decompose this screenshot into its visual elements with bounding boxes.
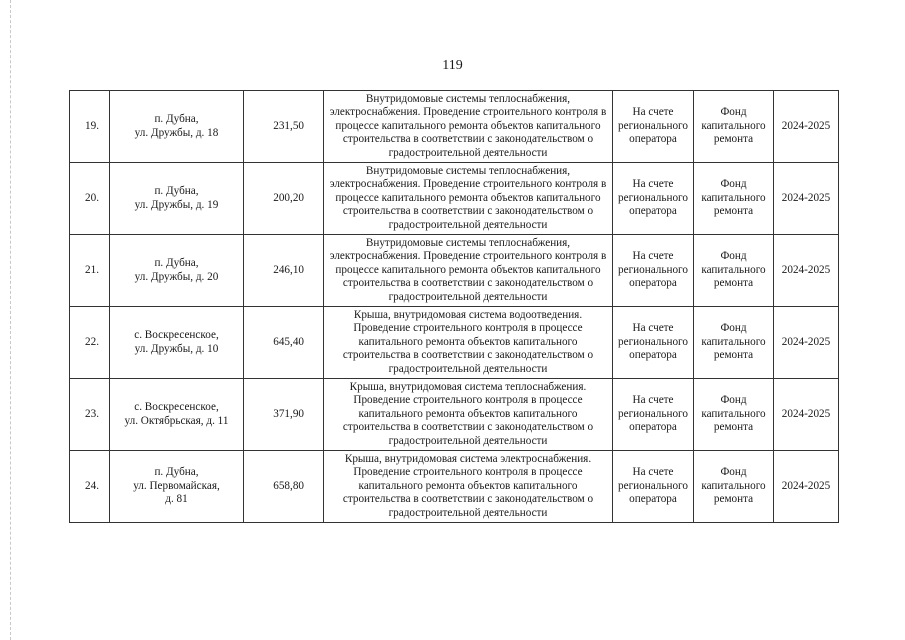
- period-cell-text: 2024-2025: [781, 119, 831, 132]
- works-description-cell-text: Внутридомовые системы теплоснабжения, электроснабжения. Проведение строительного контроля в процессе капитального ремонта объектов капитального строительства в соответствии с законодательством о градостроительной деятельности: [329, 236, 607, 303]
- address-cell-text: с. Воскресенское, ул. Октябрьская, д. 11: [124, 401, 229, 427]
- period-cell-text: 2024-2025: [781, 335, 831, 348]
- area-cell-text: 200,20: [273, 191, 304, 204]
- funding-source-cell-text: Фонд капитального ремонта: [701, 322, 766, 362]
- row-number-cell: [70, 307, 110, 379]
- fund-location-cell: [613, 91, 694, 163]
- fund-location-cell: [613, 379, 694, 451]
- works-description-cell-text: Внутридомовые системы теплоснабжения, электроснабжения. Проведение строительного контроля в процессе капитального ремонта объектов капитального строительства в соответствии с законодательством о градостроительной деятельности: [329, 92, 607, 159]
- row-number-cell: [70, 91, 110, 163]
- funding-source-cell: [694, 235, 774, 307]
- row-number-cell-text: 20.: [85, 191, 99, 204]
- period-cell: [774, 235, 839, 307]
- row-number-cell-text: 23.: [85, 407, 99, 420]
- works-description-cell: [324, 163, 613, 235]
- funding-source-cell-text: Фонд капитального ремонта: [701, 178, 766, 218]
- address-cell-text: п. Дубна, ул. Дружбы, д. 18: [134, 113, 219, 139]
- address-cell-text: п. Дубна, ул. Дружбы, д. 20: [134, 257, 219, 283]
- period-cell-text: 2024-2025: [781, 479, 831, 492]
- fund-location-cell-text: На счете регионального оператора: [618, 106, 688, 146]
- works-description-cell-text: Крыша, внутридомовая система водоотведения. Проведение строительного контроля в процессе капитального ремонта объектов капитального строительства в соответствии с законодательством о градостроительной деятельности: [342, 308, 594, 375]
- funding-source-cell: [694, 163, 774, 235]
- funding-source-cell-text: Фонд капитального ремонта: [701, 394, 766, 434]
- fund-location-cell-text: На счете регионального оператора: [618, 250, 688, 290]
- area-cell: [244, 163, 324, 235]
- funding-source-cell-text: Фонд капитального ремонта: [701, 106, 766, 146]
- area-cell: [244, 235, 324, 307]
- period-cell-text: 2024-2025: [781, 191, 831, 204]
- page-number: 119: [442, 58, 463, 73]
- table-row: [70, 91, 839, 163]
- table-row: [70, 307, 839, 379]
- works-description-cell-text: Внутридомовые системы теплоснабжения, электроснабжения. Проведение строительного контроля в процессе капитального ремонта объектов капитального строительства в соответствии с законодательством о градостроительной деятельности: [329, 164, 607, 231]
- area-cell: [244, 451, 324, 523]
- row-number-cell: [70, 451, 110, 523]
- address-cell: [110, 163, 244, 235]
- fund-location-cell-text: На счете регионального оператора: [618, 178, 688, 218]
- works-description-cell-text: Крыша, внутридомовая система электроснабжения. Проведение строительного контроля в процессе капитального ремонта объектов капитального строительства в соответствии с законодательством о градостроительной деятельности: [342, 452, 594, 519]
- period-cell: [774, 379, 839, 451]
- area-cell: [244, 91, 324, 163]
- period-cell: [774, 91, 839, 163]
- period-cell-text: 2024-2025: [781, 263, 831, 276]
- address-cell-text: п. Дубна, ул. Дружбы, д. 19: [134, 185, 219, 211]
- period-cell-text: 2024-2025: [781, 407, 831, 420]
- area-cell-text: 246,10: [273, 263, 304, 276]
- area-cell-text: 231,50: [273, 119, 304, 132]
- address-cell: [110, 307, 244, 379]
- row-number-cell: [70, 379, 110, 451]
- table-row: [70, 163, 839, 235]
- address-cell: [110, 91, 244, 163]
- table-row: [70, 451, 839, 523]
- repair-program-table: [69, 90, 839, 523]
- row-number-cell: [70, 163, 110, 235]
- area-cell: [244, 379, 324, 451]
- area-cell: [244, 307, 324, 379]
- period-cell: [774, 451, 839, 523]
- works-description-cell: [324, 91, 613, 163]
- row-number-cell-text: 24.: [85, 479, 99, 492]
- table-row: [70, 379, 839, 451]
- funding-source-cell-text: Фонд капитального ремонта: [701, 250, 766, 290]
- period-cell: [774, 307, 839, 379]
- funding-source-cell: [694, 307, 774, 379]
- fund-location-cell: [613, 163, 694, 235]
- address-cell-text: п. Дубна, ул. Первомайская, д. 81: [133, 466, 220, 506]
- page-edge-line: [10, 0, 11, 640]
- fund-location-cell-text: На счете регионального оператора: [618, 322, 688, 362]
- area-cell-text: 658,80: [273, 479, 304, 492]
- fund-location-cell: [613, 451, 694, 523]
- funding-source-cell: [694, 451, 774, 523]
- funding-source-cell-text: Фонд капитального ремонта: [701, 466, 766, 506]
- address-cell: [110, 235, 244, 307]
- fund-location-cell: [613, 307, 694, 379]
- funding-source-cell: [694, 91, 774, 163]
- area-cell-text: 371,90: [273, 407, 304, 420]
- address-cell-text: с. Воскресенское, ул. Дружбы, д. 10: [134, 329, 219, 355]
- area-cell-text: 645,40: [273, 335, 304, 348]
- address-cell: [110, 379, 244, 451]
- table-body: [70, 91, 839, 523]
- works-description-cell: [324, 379, 613, 451]
- works-description-cell: [324, 235, 613, 307]
- row-number-cell-text: 19.: [85, 119, 99, 132]
- period-cell: [774, 163, 839, 235]
- works-description-cell: [324, 451, 613, 523]
- row-number-cell-text: 21.: [85, 263, 99, 276]
- fund-location-cell: [613, 235, 694, 307]
- fund-location-cell-text: На счете регионального оператора: [618, 466, 688, 506]
- row-number-cell-text: 22.: [85, 335, 99, 348]
- works-description-cell: [324, 307, 613, 379]
- address-cell: [110, 451, 244, 523]
- fund-location-cell-text: На счете регионального оператора: [618, 394, 688, 434]
- works-description-cell-text: Крыша, внутридомовая система теплоснабжения. Проведение строительного контроля в процессе капитального ремонта объектов капитального строительства в соответствии с законодательством о градостроительной деятельности: [342, 380, 594, 447]
- table-row: [70, 235, 839, 307]
- funding-source-cell: [694, 379, 774, 451]
- row-number-cell: [70, 235, 110, 307]
